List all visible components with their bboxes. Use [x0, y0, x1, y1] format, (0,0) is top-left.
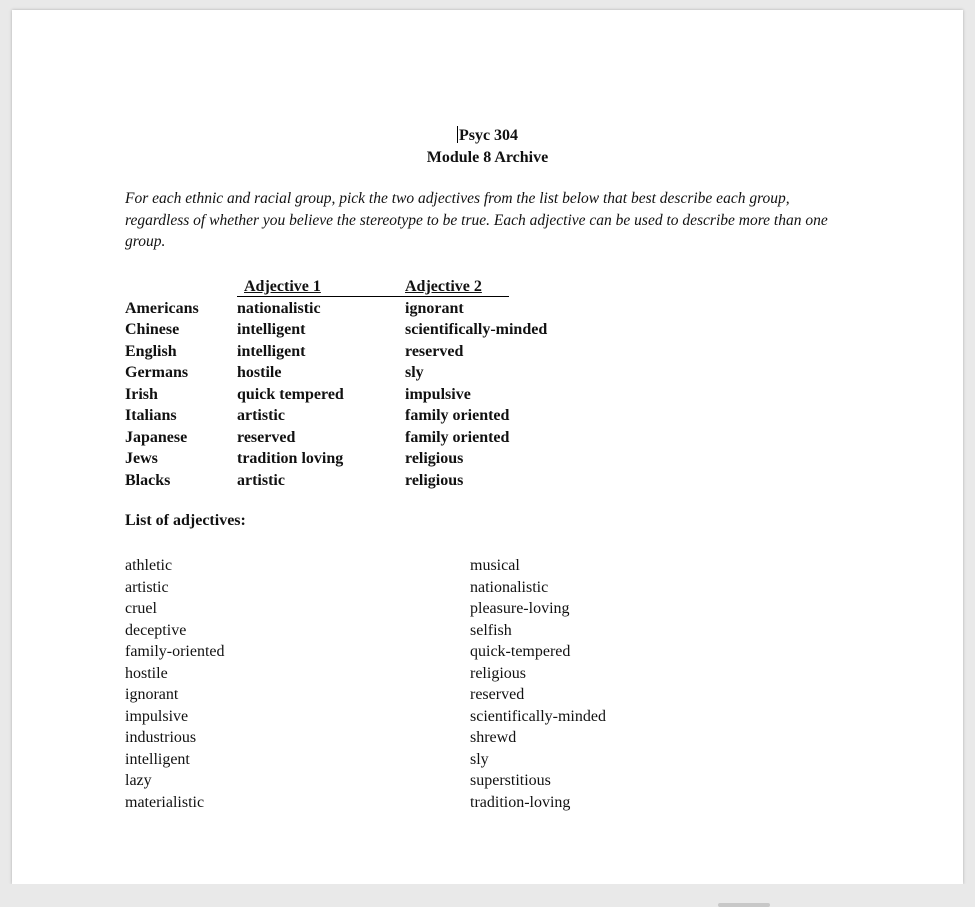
window-bottom-bar [0, 884, 975, 907]
adjective-1-cell: artistic [237, 471, 285, 489]
list-item: shrewd [470, 729, 517, 746]
adjective-2-cell: impulsive [405, 385, 471, 403]
list-item: reserved [470, 686, 525, 703]
group-cell: Americans [125, 299, 199, 317]
group-cell: Blacks [125, 471, 171, 489]
adjective-2-cell: family oriented [405, 407, 510, 424]
adjective-1-cell: hostile [237, 364, 282, 381]
group-cell: Irish [125, 385, 158, 403]
group-cell: Chinese [125, 321, 180, 338]
list-item: superstitious [470, 772, 551, 789]
list-item: materialistic [125, 793, 205, 811]
adjective-2-cell: reserved [405, 342, 464, 360]
list-item: tradition-loving [470, 793, 571, 811]
list-item: pleasure-loving [470, 600, 570, 617]
list-item: musical [470, 557, 520, 574]
adjective-1-cell: quick tempered [237, 385, 344, 403]
list-item: ignorant [125, 686, 179, 703]
list-item: cruel [125, 600, 157, 617]
adjective-list-left [125, 555, 225, 813]
adjective-2-cell: religious [405, 450, 464, 467]
document-title [12, 125, 963, 169]
title-line-1: Psyc 304 [458, 127, 519, 144]
adjective-1-cell: reserved [237, 428, 296, 446]
instructions-paragraph: For each ethnic and racial group, pick the two adjectives from the list below that best describe each group, regardless of whether you believe the stereotype to be true. Each adjective can be used to describe more than one group. [125, 190, 828, 250]
list-item: deceptive [125, 621, 187, 639]
adjective-2-cell: scientifically-minded [405, 321, 548, 338]
group-cell: Italians [125, 407, 177, 424]
list-item: sly [470, 750, 489, 768]
list-item: industrious [125, 729, 197, 746]
adjective-1-cell: intelligent [237, 321, 306, 338]
list-item: artistic [125, 578, 169, 596]
document-page[interactable] [12, 10, 963, 884]
title-line-2: Module 8 Archive [426, 149, 549, 166]
adjective-2-cell: ignorant [405, 299, 464, 317]
adjective-2-cell: family oriented [405, 428, 510, 446]
adjective-1-cell: nationalistic [237, 299, 321, 317]
list-item: selfish [470, 621, 512, 639]
horizontal-scrollbar-thumb[interactable] [718, 903, 770, 907]
group-cell: Japanese [125, 428, 188, 446]
text-cursor [457, 126, 458, 143]
adjective-1-cell: intelligent [237, 342, 306, 360]
list-item: religious [470, 664, 526, 682]
adjective-1-cell: artistic [237, 407, 285, 424]
adjective-2-cell: sly [405, 364, 424, 381]
adjective-1-cell: tradition loving [237, 450, 344, 467]
list-item: lazy [125, 772, 152, 789]
header-adjective-2: Adjective 2 [405, 278, 482, 295]
list-item: scientifically-minded [470, 707, 606, 725]
list-heading: List of adjectives: [125, 512, 246, 529]
list-item: quick-tempered [470, 643, 571, 660]
list-item: intelligent [125, 750, 190, 768]
list-item: athletic [125, 557, 173, 574]
list-item: impulsive [125, 707, 189, 725]
group-cell: Germans [125, 364, 189, 381]
list-item: nationalistic [470, 578, 549, 596]
group-cell: English [125, 342, 177, 360]
adjective-2-cell: religious [405, 471, 464, 489]
header-adjective-1: Adjective 1 [244, 278, 321, 295]
adjective-list-right [470, 555, 606, 813]
group-cell: Jews [125, 450, 158, 467]
list-item: hostile [125, 664, 168, 682]
list-item: family-oriented [125, 643, 225, 660]
